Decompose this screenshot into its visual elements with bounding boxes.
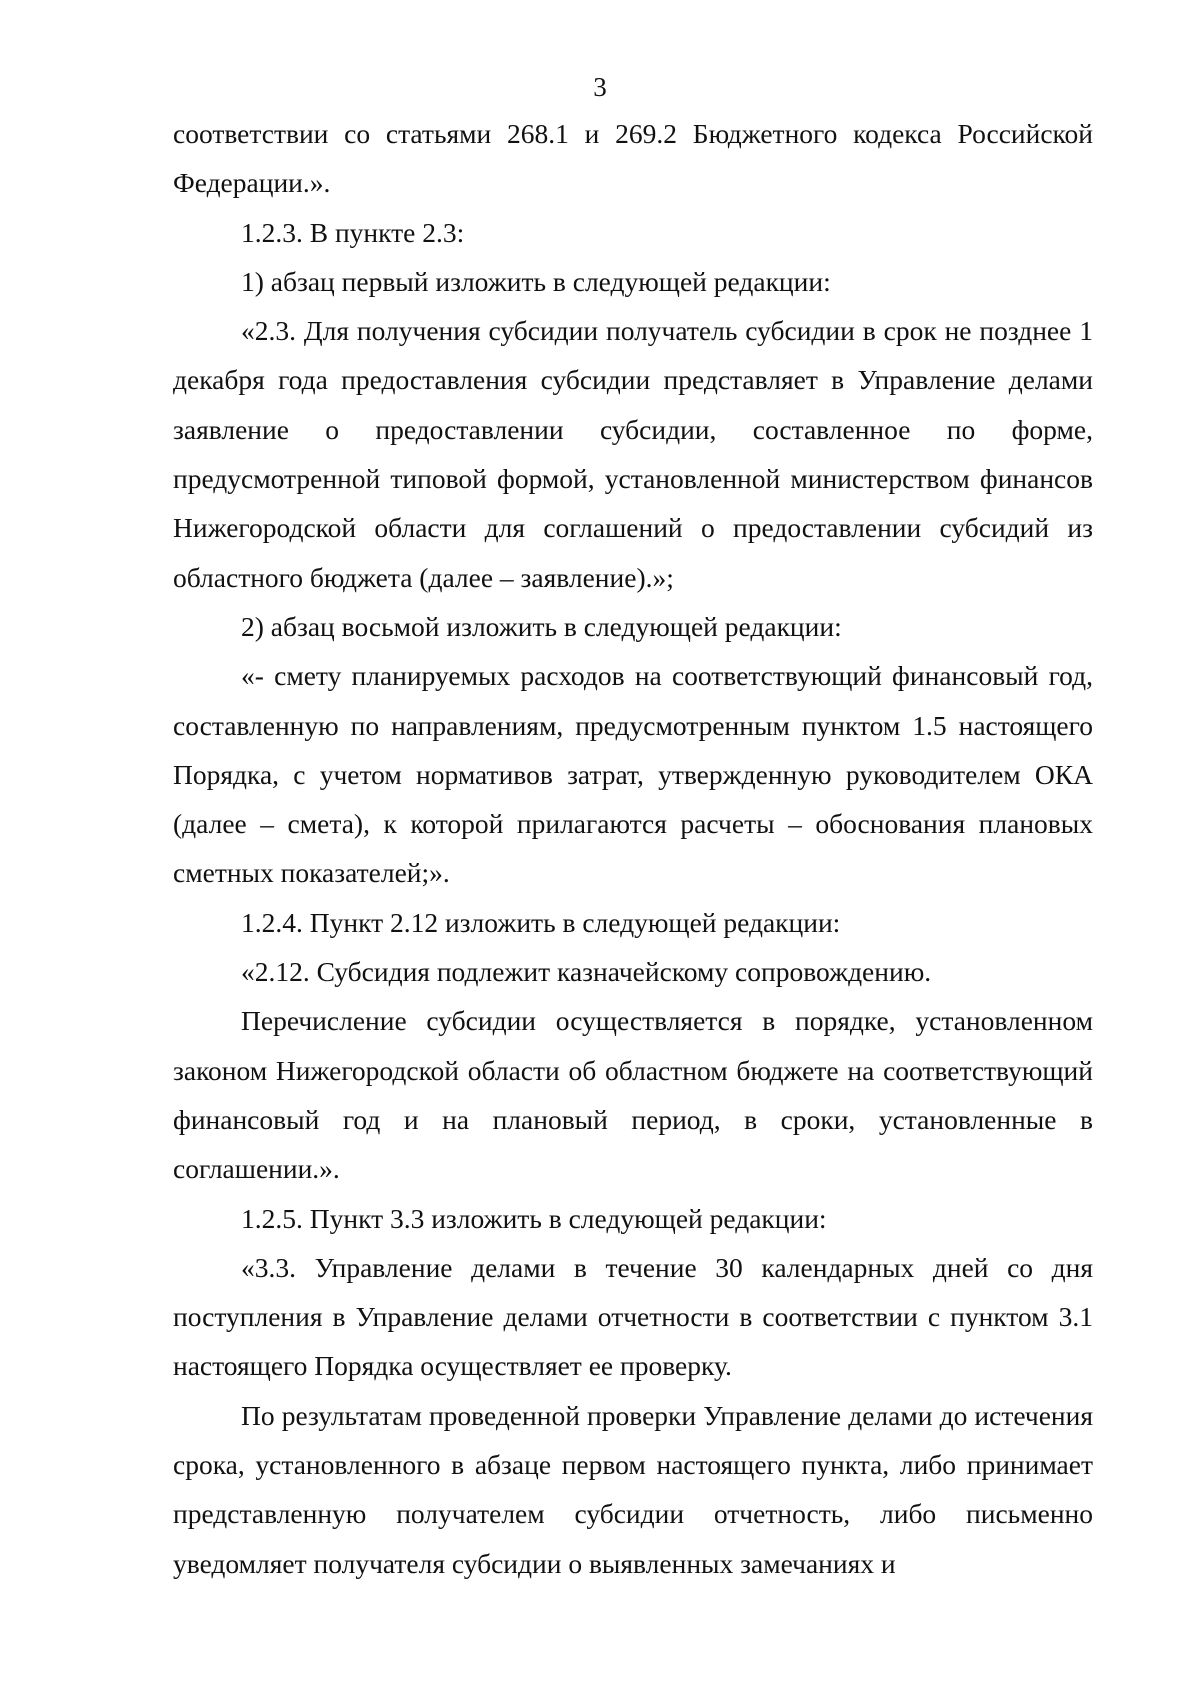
paragraph-transfer: Перечисление субсидии осуществляется в порядке, установленном законом Нижегородской области об областном бюджете на соответствующий финансовый год и на плановый период, в сроки, установленные в соглашении.». [173,1005,1093,1185]
paragraph-quote-3-3: «3.3. Управление делами в течение 30 календарных дней со дня поступления в Управление делами отчетности в соответствии с пунктом 3.1 настоящего Порядка осуществляет ее проверку. [173,1251,1093,1382]
paragraph-quote-estimate: «- смету планируемых расходов на соответствующий финансовый год, составленную по направлениям, предусмотренным пунктом 1.5 настоящего Порядка, с учетом нормативов затрат, утвержденную руководителем ОКА (далее – смета), к которой прилагаются расчеты – обоснования плановых сметных показателей;». [173,660,1093,889]
paragraph-item-1-2-5: 1.2.5. Пункт 3.3 изложить в следующей редакции: [241,1202,827,1234]
page-number: 3 [593,72,607,102]
paragraph-continuation: соответствии со статьями 268.1 и 269.2 Бюджетного кодекса Российской Федерации.». [173,118,1093,199]
paragraph-check-results: По результатам проведенной проверки Управление делами до истечения срока, установленного в абзаце первом настоящего пункта, либо принимает представленную получателем субсидии отчетность, либо письменно уведомляет получателя субсидии о выявленных замечаниях и [173,1399,1093,1579]
paragraph-item-1-2-4: 1.2.4. Пункт 2.12 изложить в следующей редакции: [241,906,841,938]
paragraph-item-1-2-3: 1.2.3. В пункте 2.3: [241,216,465,248]
paragraph-subitem-1: 1) абзац первый изложить в следующей редакции: [241,265,831,297]
paragraph-quote-2-3: «2.3. Для получения субсидии получатель субсидии в срок не позднее 1 декабря года предоставления субсидии представляет в Управление делами заявление о предоставлении субсидии, составленное по форме, предусмотренной типовой формой, установленной министерством финансов Нижегородской области для соглашений о предоставлении субсидий из областного бюджета (далее – заявление).»; [173,315,1093,593]
paragraph-quote-2-12: «2.12. Субсидия подлежит казначейскому сопровождению. [241,956,932,988]
document-body [173,109,1093,1588]
paragraph-subitem-2: 2) абзац восьмой изложить в следующей редакции: [241,610,842,642]
